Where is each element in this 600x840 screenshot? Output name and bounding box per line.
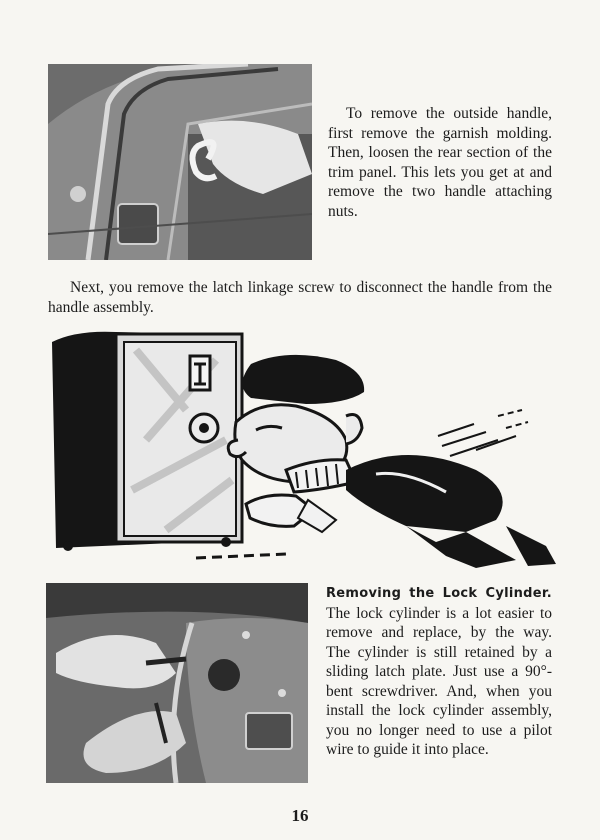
latch-linkage-paragraph: Next, you remove the latch linkage screw to disconnect the handle from the handle assembly. <box>48 279 552 316</box>
outside-handle-paragraph: To remove the outside handle, first remove the garnish molding. Then, loosen the rear section of the trim panel. This lets you get at and remove the two handle attaching nuts. <box>328 105 552 220</box>
lock-cylinder-paragraph <box>326 583 552 760</box>
safe-cartoon-illustration <box>46 320 562 582</box>
lock-cylinder-body: The lock cylinder is a lot easier to remove and replace, by the way. The cylinder is still retained by a sliding latch plate. Just use a 90°-bent screwdriver. And, when you install the lock cylinder assembly, you no longer need to use a pilot wire to guide it into place. <box>326 604 552 758</box>
door-handle-photo <box>48 64 312 260</box>
lock-cylinder-photo <box>46 583 308 783</box>
page-number: 16 <box>291 806 309 825</box>
lock-cylinder-heading: Removing the Lock Cylinder. <box>326 586 552 601</box>
